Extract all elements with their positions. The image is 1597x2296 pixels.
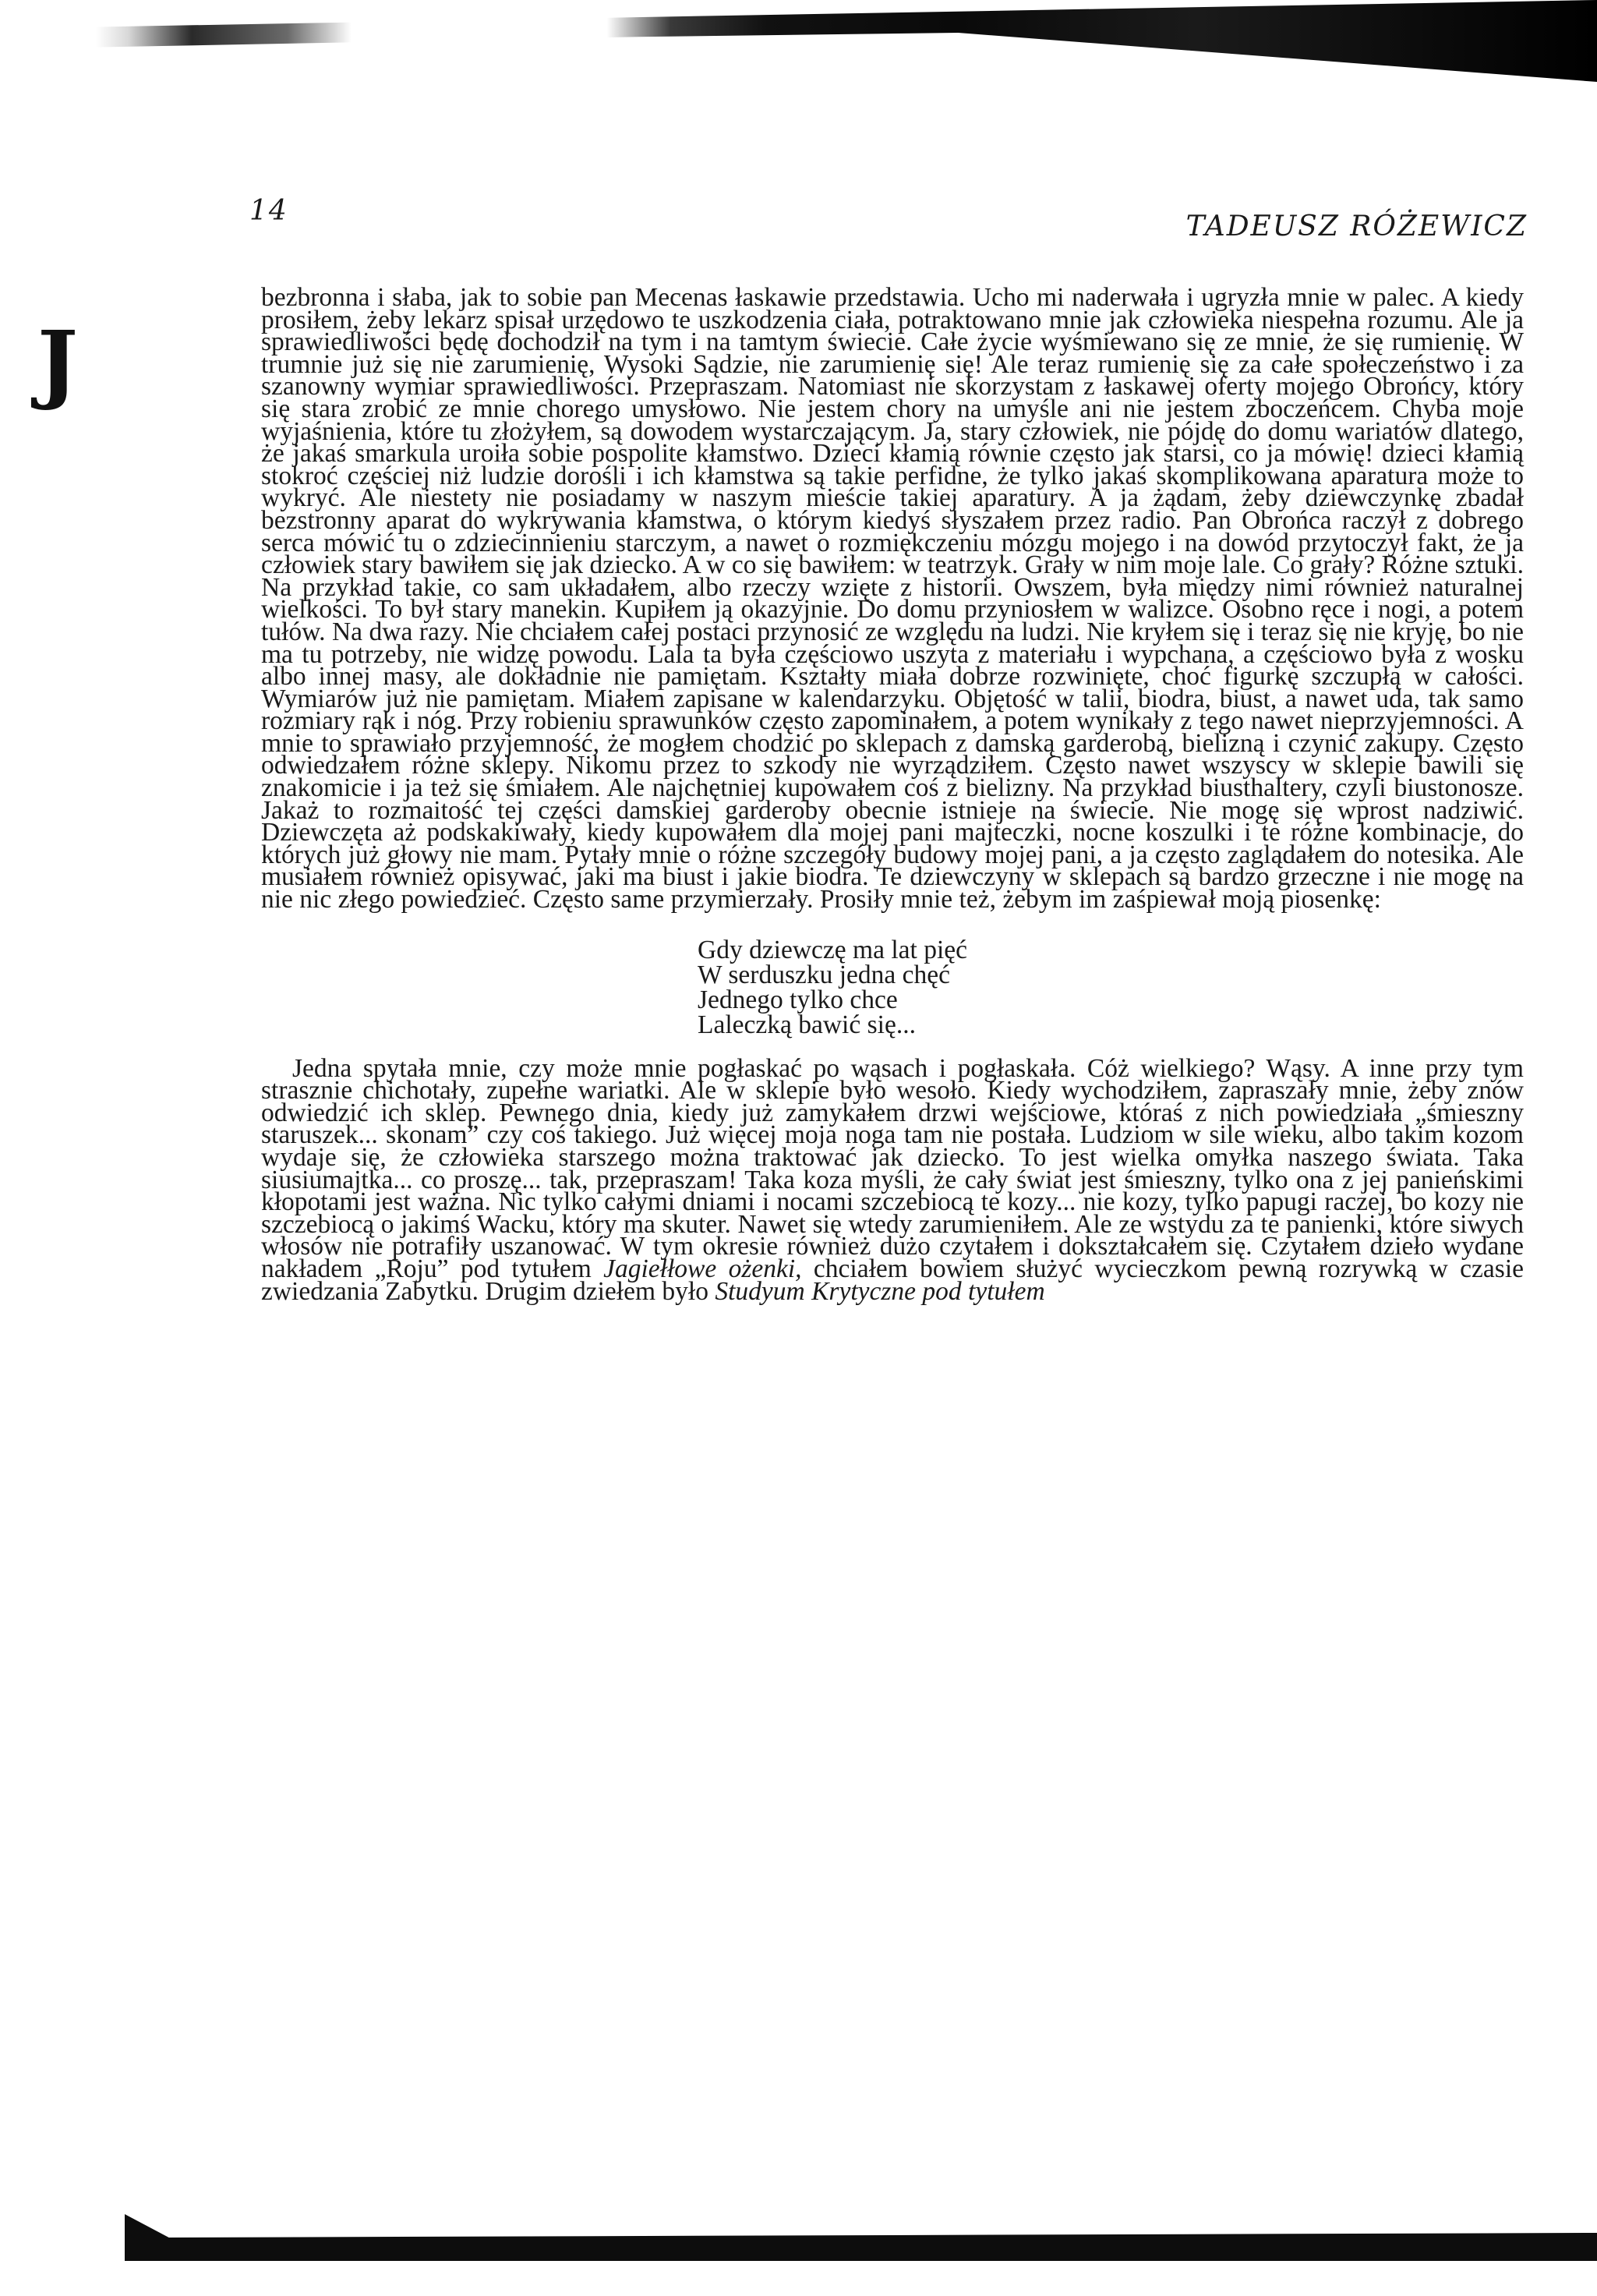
running-head: TADEUSZ RÓŻEWICZ xyxy=(1185,210,1528,242)
verse-line: Laleczką bawić się... xyxy=(698,1010,916,1039)
body-text xyxy=(261,283,1524,1306)
paragraph-2-text: Jedna spytała mnie, czy może mnie pogłaskać po wąsach i pogłaskała. Cóż wielkiego? Wąsy. A inne przy tym strasznie chichotały, zupełne wariatki. Ale w sklepie było wesoło. Kiedy wychodziłem, zapraszały mnie, żeby znów odwiedzić ich sklep. Pewnego dnia, kiedy już zamykałem drzwi wejściowe, któraś z nich powiedziała „śmieszny staruszek... skonam” czy coś takiego. Już więcej moja noga tam nie postała. Ludziom w sile wieku, albo takim kozom wydaje się, że człowieka starszego można traktować jak dziecko. To jest wielka omyłka naszego świata. Taka siusiumajtka... co proszę... tak, przepraszam! Taka koza myśli, że cały świat jest śmieszny, tylko ona z jej panieńskimi kłopotami jest ważna. Nic tylko całymi dniami i nocami szczebiocą te kozy... nie kozy, tylko papugi raczej, bo kozy nie szczebiocą o jakimś Wacku, który ma skuter. Nawet się wtedy zarumieniłem. Ale ze wstydu za te panienki, które siwych włosów nie potrafiły uszanować. W tym okresie również dużo czytałem i dokształcałem się. Czytałem dzieło wydane nakładem „Roju” pod tytułem xyxy=(261,1053,1524,1283)
page-header xyxy=(249,195,1528,242)
scan-edge-top xyxy=(0,0,1597,82)
verse-line: Jednego tylko chce xyxy=(698,985,898,1014)
page-number: 14 xyxy=(249,195,288,227)
scan-edge-bottom xyxy=(125,2214,1597,2261)
verse xyxy=(698,935,1524,1039)
book-title-1: Jagiełłowe ożenki, xyxy=(603,1254,802,1283)
paragraph-2-continuation: chciałem bowiem służyć wycieczkom pewną rozrywką w czasie zwiedzania Zabytku. Drugim dziełem było xyxy=(261,1254,1524,1306)
book-title-2: Studyum Krytyczne pod tytułem xyxy=(715,1276,1045,1306)
paragraph-2 xyxy=(261,1053,1524,1306)
paragraph-1: bezbronna i słaba, jak to sobie pan Mecenas łaskawie przedstawia. Ucho mi naderwała i ugryzła mnie w palec. A kiedy prosiłem, żeby lekarz spisał urzędowo te uszkodzenia ciała, potraktowano mnie jak człowieka niespełna rozumu. Ale ja sprawiedliwości będę dochodził na tym i na tamtym świecie. Całe życie wyśmiewano się ze mnie, że się rumienię. W trumnie już się nie zarumienię, Wysoki Sądzie, nie zarumienię się! Ale teraz rumienię się za całe społeczeństwo i za szanowny wymiar sprawiedliwości. Przepraszam. Natomiast nie skorzystam z łaskawej oferty mojego Obrońcy, który się stara zrobić ze mnie chorego umysłowo. Nie jestem chory na umyśle ani nie jestem zboczeńcem. Chyba moje wyjaśnienia, które tu złożyłem, są dowodem wystarczającym. Ja, stary człowiek, nie pójdę do domu wariatów dlatego, że jakaś smarkula uroiła sobie pospolite kłamstwo. Dzieci kłamią równie często jak starsi, co ja mówię! dzieci kłamią stokroć częściej niż ludzie dorośli i ich kłamstwa są takie perfidne, że tylko jakaś skomplikowana aparatura może to wykryć. Ale niestety nie posiadamy w naszym mieście takiej aparatury. A ja żądam, żeby dziewczynkę zbadał bezstronny aparat do wykrywania kłamstwa, o którym kiedyś słyszałem przez radio. Pan Obrońca raczył z dobrego serca mówić tu o zdziecinnieniu starczym, a nawet o rozmiękczeniu mózgu mojego i na dowód przytoczył fakt, że ja człowiek stary bawiłem się jak dziecko. A w co się bawiłem: w teatrzyk. Grały w nim moje lale. Co grały? Różne sztuki. Na przykład takie, co sam układałem, albo rzeczy wzięte z historii. Owszem, była między nimi również naturalnej wielkości. To był stary manekin. Kupiłem ją okazyjnie. Do domu przyniosłem w walizce. Osobno ręce i nogi, a potem tułów. Na dwa razy. Nie chciałem całej postaci przynosić ze względu na ludzi. Nie kryłem się i teraz się nie kryję, bo nie ma tu potrzeby, nie widzę powodu. Lala ta była częściowo uszyta z materiału i wypchana, a częściowo była z wosku albo innej masy, ale dokładnie nie pamiętam. Kształty miała dobrze rozwinięte, choć figurkę szczupłą w całości. Wymiarów już nie pamiętam. Miałem zapisane w kalendarzyku. Objętość w talii, biodra, biust, a nawet uda, tak samo rozmiary rąk i nóg. Przy robieniu sprawunków często zapominałem, a potem wynikały z tego nawet nieprzyjemności. A mnie to sprawiało przyjemność, że mogłem chodzić po sklepach z damską garderobą, bielizną i czynić zakupy. Często odwiedzałem różne sklepy. Nikomu przez to szkody nie wyrządziłem. Często nawet wszyscy w sklepie bawili się znakomicie i ja też się śmiałem. Ale najchętniej kupowałem coś z bielizny. Na przykład biusthaltery, czyli biustonosze. Jakaż to rozmaitość tej części damskiej garderoby obecnie istnieje na świecie. Nie mogę się wprost nadziwić. Dziewczęta aż podskakiwały, kiedy kupowałem dla mojej pani majteczki, nocne koszulki i te różne kombinacje, do których już głowy nie mam. Pytały mnie o różne szczegóły budowy mojej pani, a ja często zaglądałem do notesika. Ale musiałem również opisywać, jaki ma biust i jakie biodra. Te dziewczyny w sklepach są bardzo grzeczne i nie mogę na nie nic złego powiedzieć. Często same przymierzały. Prosiły mnie też, żebym im zaśpiewał moją piosenkę: xyxy=(261,283,1524,915)
margin-glyph: J xyxy=(37,312,79,412)
verse-line: Gdy dziewczę ma lat pięć xyxy=(698,935,967,964)
verse-line: W serduszku jedna chęć xyxy=(698,960,951,989)
